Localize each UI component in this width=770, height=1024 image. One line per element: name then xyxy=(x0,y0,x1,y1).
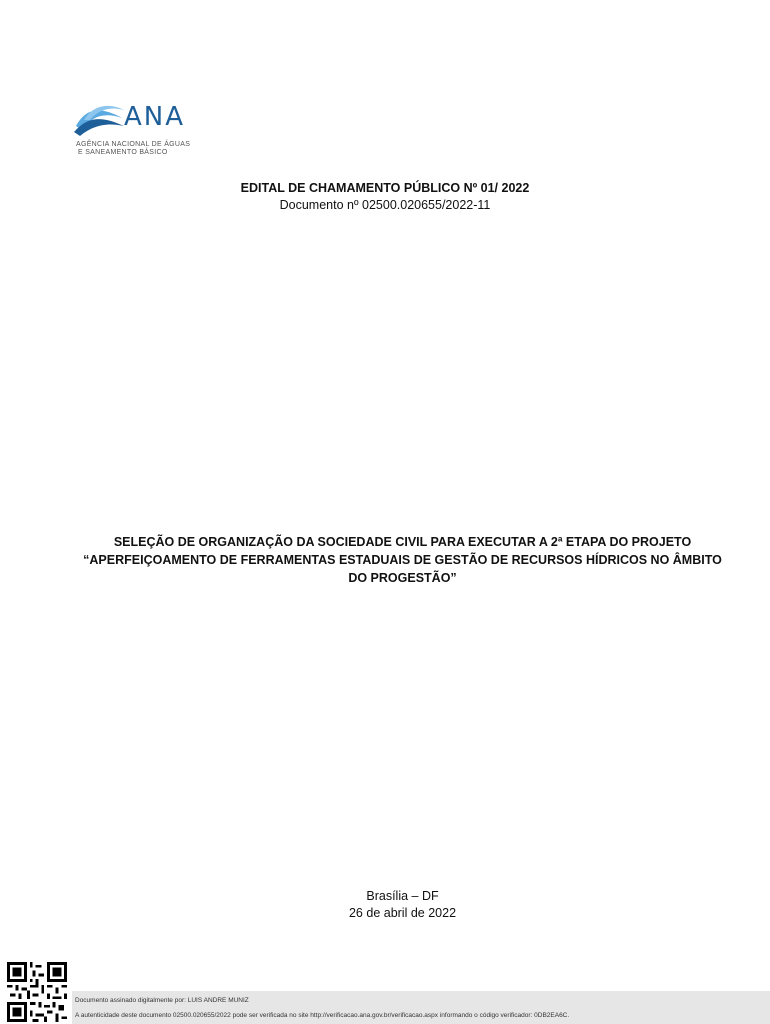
logo-name: ANA xyxy=(124,102,186,132)
date: 26 de abril de 2022 xyxy=(348,906,457,920)
document-subject xyxy=(70,533,735,587)
subject-line-1: SELEÇÃO DE ORGANIZAÇÃO DA SOCIEDADE CIVIL PARA EXECUTAR A 2ª ETAPA DO PROJETO xyxy=(113,535,692,549)
verification-text: A autenticidade deste documento 02500.020655/2022 pode ser verificada no site http://verificacao.ana.gov.br/verificacao.aspx informando o código verificador: 0DB2EA6C. xyxy=(75,1012,570,1019)
signed-by-text: Documento assinado digitalmente por: LUIS ANDRE MUNIZ xyxy=(75,997,249,1004)
logo-subtitle-line1: AGÊNCIA NACIONAL DE ÁGUAS xyxy=(76,141,191,148)
ana-wave-icon xyxy=(74,100,126,140)
logo-subtitle xyxy=(76,141,190,157)
subject-line-2: “APERFEIÇOAMENTO DE FERRAMENTAS ESTADUAIS DE GESTÃO DE RECURSOS HÍDRICOS NO ÂMBITO xyxy=(83,553,722,567)
document-number: Documento nº 02500.020655/2022-11 xyxy=(279,198,491,212)
signature-footer xyxy=(72,991,770,1024)
place: Brasília – DF xyxy=(366,889,439,903)
document-header xyxy=(0,180,770,214)
subject-line-3: DO PROGESTÃO” xyxy=(348,571,457,585)
ana-logo xyxy=(74,100,214,170)
edital-title: EDITAL DE CHAMAMENTO PÚBLICO Nº 01/ 2022 xyxy=(240,181,530,195)
qr-code-icon xyxy=(7,962,67,1022)
place-date xyxy=(0,888,770,922)
logo-subtitle-line2: E SANEAMENTO BÁSICO xyxy=(78,149,168,156)
